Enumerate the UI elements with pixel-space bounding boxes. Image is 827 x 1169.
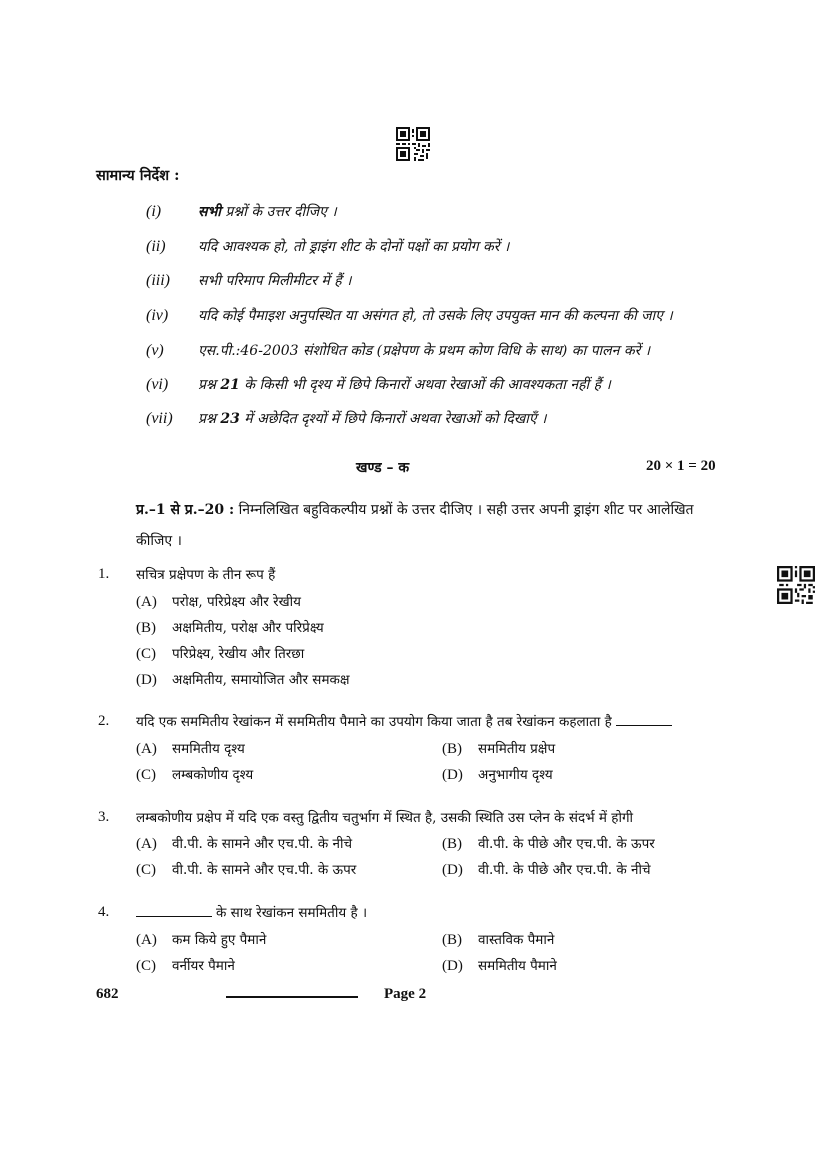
option-label: (A) (136, 836, 157, 852)
option-item (136, 765, 253, 784)
instruction-text: सभी परिमाप मिलीमीटर में हैं । (198, 273, 352, 289)
instruction-item (146, 306, 673, 325)
option-label: (A) (136, 594, 157, 610)
option-label: (A) (136, 741, 157, 757)
option-label: (D) (136, 672, 157, 688)
option-item (136, 956, 235, 975)
instruction-item (146, 409, 546, 428)
option-text: लम्बकोणीय दृश्य (172, 767, 254, 783)
instruction-text: यदि आवश्यक हो, तो ड्राइंग शीट के दोनों पक्षों का प्रयोग करें । (198, 239, 510, 255)
option-text: वास्तविक पैमाने (478, 932, 555, 948)
option-item (136, 644, 304, 663)
option-item (442, 956, 557, 975)
option-label: (B) (442, 836, 462, 852)
option-label: (B) (442, 741, 462, 757)
intro-range: प्र.–1 से प्र.–20 : (136, 502, 235, 518)
option-text: वी.पी. के पीछे और एच.पी. के नीचे (478, 862, 651, 878)
answer-blank (136, 904, 212, 917)
instruction-number: (vi) (146, 376, 169, 393)
option-text: अनुभागीय दृश्य (478, 767, 553, 783)
option-text: सममितीय प्रक्षेप (478, 741, 556, 757)
question-text: लम्बकोणीय प्रक्षेप में यदि एक वस्तु द्वितीय चतुर्भाग में स्थित है, उसकी स्थिति उस प्लेन के संदर्भ में होगी (136, 810, 634, 826)
question-number: 1. (98, 566, 110, 582)
instruction-text: यदि कोई पैमाइश अनुपस्थित या असंगत हो, तो उसके लिए उपयुक्त मान की कल्पना की जाए । (198, 308, 673, 324)
option-text: वर्नीयर पैमाने (172, 958, 235, 974)
option-text: अक्षमितीय, परोक्ष और परिप्रेक्ष्य (172, 620, 324, 636)
instruction-number: (i) (146, 203, 162, 220)
option-text: कम किये हुए पैमाने (172, 932, 267, 948)
option-text: सममितीय दृश्य (172, 741, 245, 757)
instruction-item (146, 271, 351, 290)
instruction-item (146, 237, 509, 256)
section-title: खण्ड – क (356, 460, 410, 476)
option-text: अक्षमितीय, समायोजित और समकक्ष (172, 672, 350, 688)
option-label: (C) (136, 862, 156, 878)
option-item (136, 592, 301, 611)
question-body: के साथ रेखांकन सममितीय है । (216, 905, 368, 921)
question-number: 4. (98, 904, 110, 920)
instruction-number: (vii) (146, 410, 173, 427)
option-label: (D) (442, 767, 463, 783)
option-label: (D) (442, 862, 463, 878)
instruction-emphasis: 23 (220, 411, 240, 427)
option-item (442, 860, 651, 879)
option-text: परोक्ष, परिप्रेक्ष्य और रेखीय (172, 594, 301, 610)
option-label: (C) (136, 646, 156, 662)
option-label: (B) (442, 932, 462, 948)
option-label: (D) (442, 958, 463, 974)
question-number: 2. (98, 713, 110, 729)
qr-code-side (777, 566, 815, 604)
section-marks: 20 × 1 = 20 (646, 458, 716, 474)
option-text: वी.पी. के पीछे और एच.पी. के ऊपर (478, 836, 655, 852)
option-text: परिप्रेक्ष्य, रेखीय और तिरछा (172, 646, 305, 662)
instruction-number: (v) (146, 342, 164, 359)
option-item (442, 834, 655, 853)
instruction-emphasis: 21 (220, 377, 240, 393)
instruction-item (146, 202, 337, 221)
option-item (136, 670, 350, 689)
option-item (442, 739, 555, 758)
instruction-emphasis: सभी (198, 204, 221, 220)
question-text (136, 712, 672, 730)
instruction-text: प्रश्नों के उत्तर दीजिए । (220, 204, 337, 220)
option-label: (A) (136, 932, 157, 948)
paper-code: 682 (96, 986, 119, 1002)
option-item (136, 618, 324, 637)
page-number: Page 2 (384, 986, 427, 1002)
instruction-number: (iv) (146, 307, 169, 324)
option-item (136, 739, 245, 758)
section-intro (136, 495, 726, 557)
question-number: 3. (98, 809, 110, 825)
option-label: (C) (136, 958, 156, 974)
question-text (136, 903, 367, 921)
answer-blank (616, 713, 672, 726)
instruction-text: एस.पी.:46-2003 संशोधित कोड (प्रक्षेपण के प्रथम कोण विधि के साथ) का पालन करें । (198, 343, 651, 359)
instruction-text: के किसी भी दृश्य में छिपे किनारों अथवा रेखाओं की आवश्यकता नहीं हैं । (239, 377, 611, 393)
option-text: सममितीय पैमाने (478, 958, 557, 974)
option-item (442, 765, 553, 784)
instruction-number: (ii) (146, 238, 166, 255)
footer-divider (226, 996, 358, 998)
instruction-text: में अछेदित दृश्यों में छिपे किनारों अथवा रेखाओं को दिखाएँ । (239, 411, 547, 427)
intro-text: निम्नलिखित बहुविकल्पीय प्रश्नों के उत्तर दीजिए । सही उत्तर अपनी ड्राइंग शीट पर आलेखित कीजिए । (136, 502, 694, 549)
question-text: सचित्र प्रक्षेपण के तीन रूप हैं (136, 567, 276, 583)
option-label: (C) (136, 767, 156, 783)
general-instructions-heading: सामान्य निर्देश : (96, 167, 180, 184)
option-text: वी.पी. के सामने और एच.पी. के ऊपर (172, 862, 357, 878)
instruction-item (146, 341, 650, 360)
question-body: यदि एक सममितीय रेखांकन में सममितीय पैमाने का उपयोग किया जाता है तब रेखांकन कहलाता है (136, 714, 612, 730)
qr-code-top (396, 127, 430, 161)
option-item (136, 860, 356, 879)
option-item (442, 930, 554, 949)
option-item (136, 930, 266, 949)
instruction-prefix: प्रश्न (198, 411, 221, 427)
instruction-item (146, 375, 611, 394)
option-text: वी.पी. के सामने और एच.पी. के नीचे (172, 836, 353, 852)
instruction-prefix: प्रश्न (198, 377, 221, 393)
instruction-number: (iii) (146, 272, 170, 289)
option-label: (B) (136, 620, 156, 636)
option-item (136, 834, 352, 853)
